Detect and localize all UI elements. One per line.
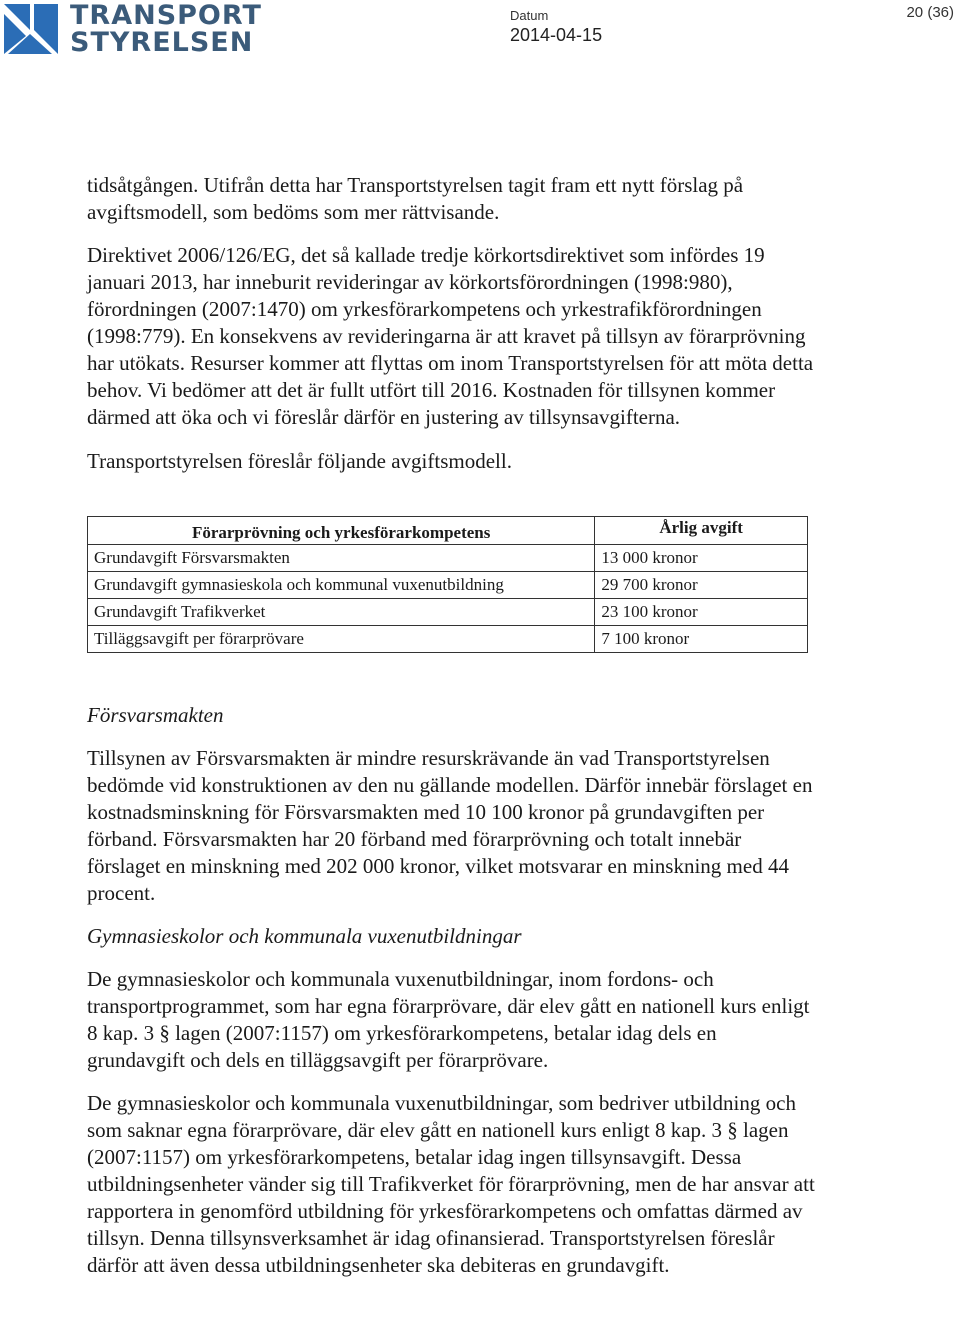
paragraph-directive: Direktivet 2006/126/EG, det så kallade tredje körkortsdirektivet som infördes 19 januari 2013, har inneburit revideringar av körkortsförordningen (1998:980), förordningen (2007:1470) om yrkesförarkompetens och yrkestrafikförordningen (1998:779). En konsekvens av revideringarna är att kravet på tillsyn av förarprövning har utökats. Resurser kommer att flyttas om inom Transportstyrelsen för att möta detta behov. Vi bedömer att det är fullt utfört till 2016. Kostnaden för tillsynen kommer därmed att öka och vi föreslår därför en justering av tillsynsavgifterna. bbox=[87, 243, 814, 429]
page-header bbox=[0, 0, 960, 60]
table-row bbox=[88, 599, 808, 626]
fee-table-header-row bbox=[88, 517, 808, 545]
section-heading-gymnasieskolor: Gymnasieskolor och kommunala vuxenutbildningar bbox=[87, 924, 522, 948]
table-row bbox=[88, 572, 808, 599]
fee-table bbox=[87, 516, 808, 653]
fee-amount: 23 100 kronor bbox=[595, 599, 808, 626]
fee-amount: 13 000 kronor bbox=[595, 545, 808, 572]
fee-table-header-annual-fee: Årlig avgift bbox=[595, 517, 808, 545]
table-row bbox=[88, 545, 808, 572]
logo-text-styrelsen: STYRELSEN bbox=[70, 27, 254, 58]
fee-amount: 7 100 kronor bbox=[595, 626, 808, 653]
logo-mark-icon bbox=[4, 4, 58, 54]
paragraph-proposal-intro: Transportstyrelsen föreslår följande avgiftsmodell. bbox=[87, 449, 512, 473]
paragraph-forsvarsmakten: Tillsynen av Försvarsmakten är mindre resurskrävande än vad Transportstyrelsen bedömde vid konstruktionen av den nu gällande modellen. Därför innebär förslaget en kostnadsminskning för Försvarsmakten med 10 100 kronor på grundavgiften per förband. Försvarsmakten har 20 förband med förarprövning och totalt innebär förslaget en minskning med 202 000 kronor, vilket motsvarar en minskning med 44 procent. bbox=[87, 746, 813, 905]
page-number: 20 (36) bbox=[906, 4, 954, 21]
fee-table-header-category: Förarprövning och yrkesförarkompetens bbox=[88, 517, 595, 545]
paragraph-gymnasieskolor-2: De gymnasieskolor och kommunala vuxenutbildningar, som bedriver utbildning och som saknar egna förarprövare, där elev gått en nationell kurs enligt 8 kap. 3 § lagen (2007:1157) om yrkesförarkompetens, betalar idag ingen tillsynsavgift. Dessa utbildningsenheter vänder sig till Trafikverket för förarprövning, men de har ansvar att rapportera in genomförd utbildning för yrkesförarkompetens och omfattas därmed av tillsyn. Denna tillsynsverksamhet är idag ofinansierad. Transportstyrelsen föreslår därför att även dessa utbildningsenheter ska debiteras en grundavgift. bbox=[87, 1091, 815, 1277]
paragraph-intro: tidsåtgången. Utifrån detta har Transportstyrelsen tagit fram ett nytt förslag på avgiftsmodell, som bedöms som mer rättvisande. bbox=[87, 173, 744, 224]
table-row bbox=[88, 626, 808, 653]
fee-label: Grundavgift Försvarsmakten bbox=[88, 545, 595, 572]
document-body bbox=[87, 172, 817, 475]
fee-label: Grundavgift gymnasieskola och kommunal vuxenutbildning bbox=[88, 572, 595, 599]
transportstyrelsen-logo bbox=[4, 0, 262, 58]
fee-label: Tilläggsavgift per förarprövare bbox=[88, 626, 595, 653]
paragraph-gymnasieskolor-1: De gymnasieskolor och kommunala vuxenutbildningar, inom fordons- och transportprogrammet, som har egna förarprövare, där elev gått en nationell kurs enligt 8 kap. 3 § lagen (2007:1157) om yrkesförarkompetens, betalar idag dels en grundavgift och dels en tilläggsavgift per förarprövare. bbox=[87, 967, 810, 1072]
date-value: 2014-04-15 bbox=[510, 25, 603, 45]
fee-amount: 29 700 kronor bbox=[595, 572, 808, 599]
fee-label: Grundavgift Trafikverket bbox=[88, 599, 595, 626]
document-body-lower bbox=[87, 702, 817, 1279]
logo-text-transport: TRANSPORT bbox=[70, 0, 262, 31]
section-heading-forsvarsmakten: Försvarsmakten bbox=[87, 703, 224, 727]
date-label: Datum bbox=[510, 8, 549, 23]
